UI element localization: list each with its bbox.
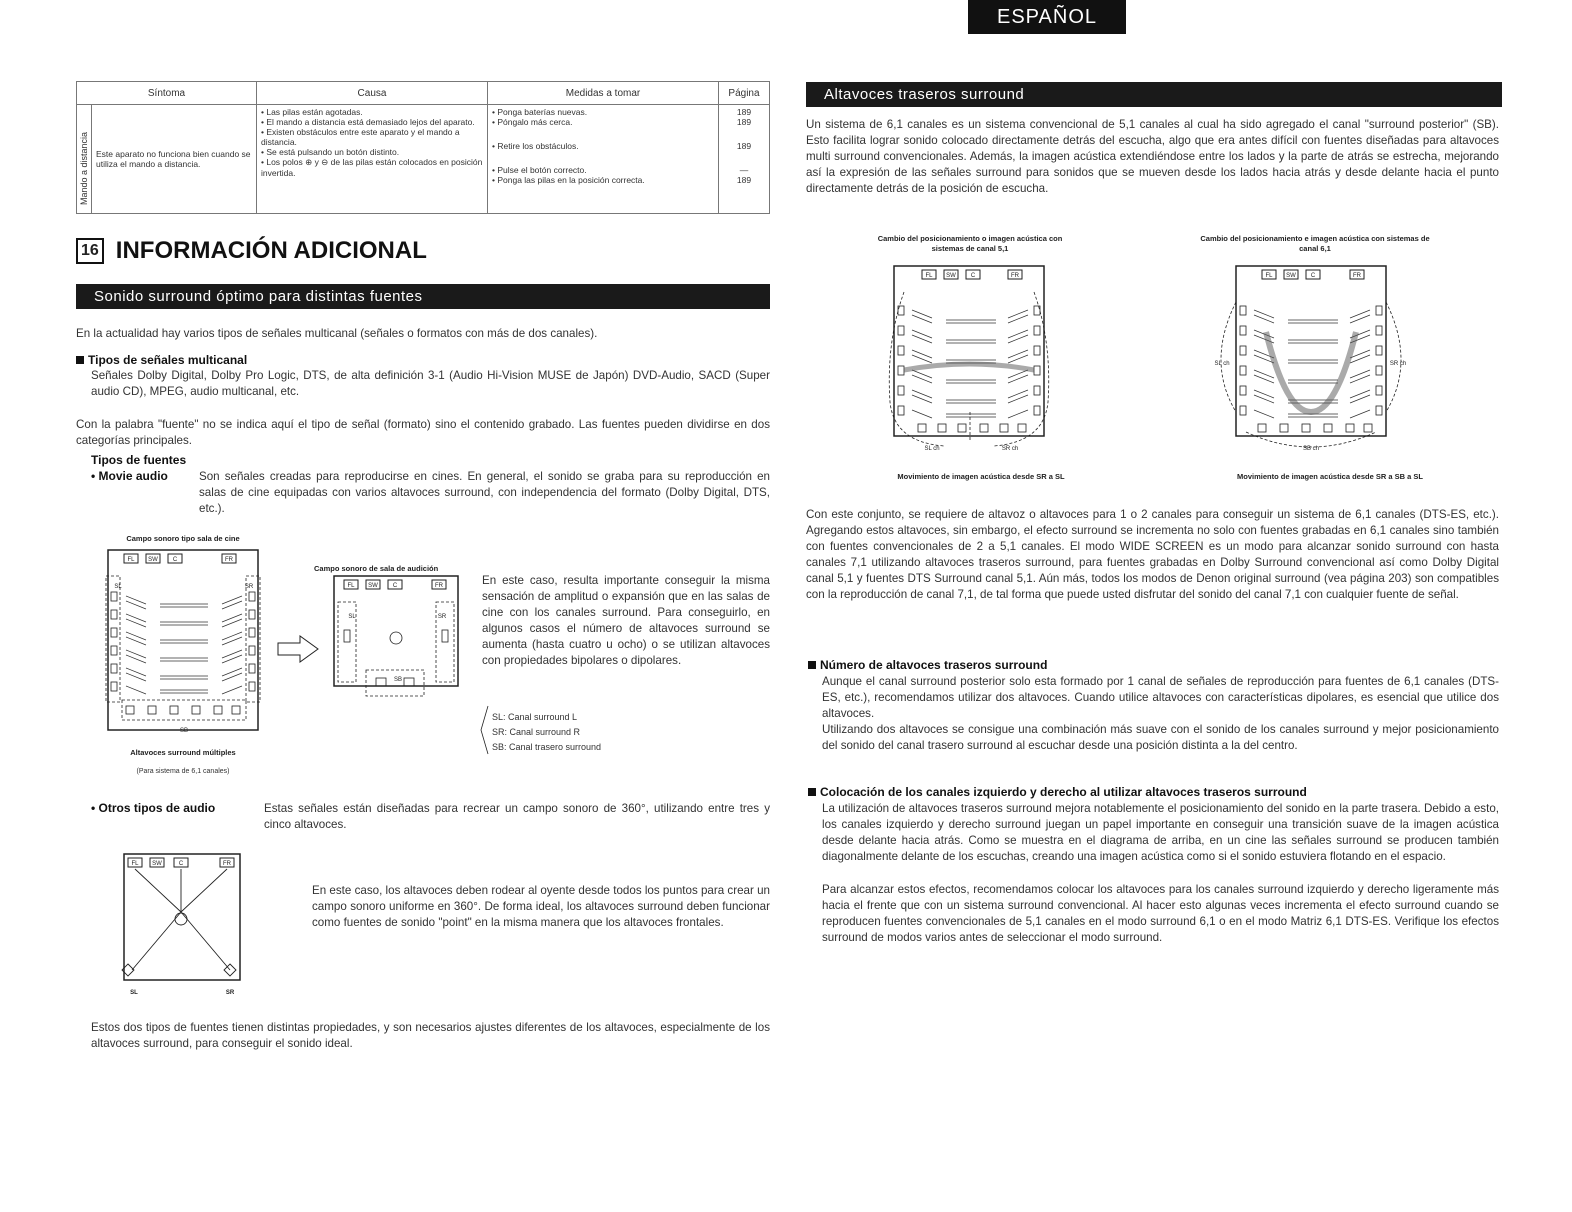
rear-intro: Un sistema de 6,1 canales es un sistema convencional de 5,1 canales al cual ha sido agregado el canal "surround posterior" (SB). Esto facilita lograr sonido colocado directamente detrás del escucha, algo que era antes difícil con fuentes diseñadas para altavoces multi surround convencionales. Además, la imagen acústica extendiéndose entre los lados y la parte de atrás se estrecha, mejorando así la expresión de las señales surround para sonidos que se mueven desde los lados hacia atrás y desde delante hacia el punto directamente detrás de la posición de escucha. xyxy=(806,118,1499,195)
page-2: 189 xyxy=(736,117,752,127)
sb-label: SB xyxy=(179,728,189,734)
sources-heading: Tipos de fuentes xyxy=(91,453,187,467)
360-diagram xyxy=(116,852,248,998)
c-label-2: C xyxy=(392,583,398,589)
page-4: — xyxy=(739,165,749,175)
fuente-text: Con la palabra "fuente" no se indica aquí el tipo de señal (formato) sino el contenido grabado. Las fuentes pueden dividirse en dos categorías principales. xyxy=(76,418,770,447)
action-2: • Póngalo más cerca. xyxy=(492,117,573,127)
types-heading xyxy=(76,353,247,367)
page-3: 189 xyxy=(736,141,752,151)
cause-4: • Se está pulsando un botón distinto. xyxy=(261,147,400,157)
other-label: • Otros tipos de audio xyxy=(91,801,216,815)
header-page: Página xyxy=(719,82,770,105)
trouble-table xyxy=(76,81,770,214)
listening-text: En este caso, resulta importante conseguir la misma sensación de amplitud o expansión que en las salas de cine con los canales surround. Para conseguirlo, en algunos casos el número de altavoces surround se aumenta (hasta cuatro u ocho) o se utilizan altavoces con propiedades bipolares o dipolares. xyxy=(482,574,770,667)
col-p1: La utilización de altavoces traseros surround mejora notablemente el posicionamiento del sonido en la parte trasera. Debido a esto, los canales izquierdo y derecho surround juegan un papel importante en conseguir una transición suave de la imagen acústica desde delante hacia atrás. Como se muestra en el diagrama de arriba, en un cine las señales surround se producen también diagonalmente delante de los escuchas, creando una imagen acústica como si el sonido estuviera flotando en el espacio. xyxy=(822,802,1499,863)
fig-right-title: Cambio del posicionamiento e imagen acústica con sistemas de canal 6,1 xyxy=(1200,234,1430,253)
movie-text: Son señales creadas para reproducirse en cines. En general, el sonido se graba para su reproducción en salas de cine equipadas con varios altavoces surround, con independencia del formato (Dolby Digital, DTS, etc.). xyxy=(199,470,770,515)
sl-ch-label: SL ch xyxy=(924,446,940,452)
rear-p2: Con este conjunto, se requiere de altavoz o altavoces para 1 o 2 canales para conseguir un sistema de 6,1 canales (DTS-ES, etc.). Agregando estos altavoces, sin embargo, el efecto surround se incrementa no solo con fuentes grabadas en 6,1 canales sino también con fuentes convencionales de 2 a 5,1 canales. El modo WIDE SCREEN es un modo para alcanzar sonido surround con hasta canales 7,1 utilizando altavoces traseros surround, para fuentes grabadas en Dolby Surround convencional así como Dolby Digital canal 5,1 y fuentes DTS Surround canal 5,1. Aún más, todos los modos de Denon original surround (vea página 203) son compatibles con la reproducción de canal 7,1, de tal forma que puede usted disfrutar del sonido del canal 7,1 con cualquier fuente de señal. xyxy=(806,508,1499,601)
legend-bracket xyxy=(478,704,490,756)
movie-label: • Movie audio xyxy=(91,469,168,483)
cause-3: • Existen obstáculos entre este aparato y el mando a distancia. xyxy=(261,127,460,147)
c-label: C xyxy=(172,557,178,563)
sr-ch-label-2: SR ch xyxy=(1389,361,1406,367)
fig-left-title: Cambio del posicionamiento o imagen acústica con sistemas de canal 5,1 xyxy=(877,234,1063,253)
cinema-diagram xyxy=(104,546,264,746)
bullet-square xyxy=(76,356,84,364)
fr-label-3: FR xyxy=(223,861,231,867)
cause-1: • Las pilas están agotadas. xyxy=(261,107,363,117)
action-4: • Pulse el botón correcto. xyxy=(492,165,587,175)
sb-ch-label: SB ch xyxy=(1302,446,1320,452)
col-heading-text: Colocación de los canales izquierdo y derecho al utilizar altavoces traseros surround xyxy=(820,785,1307,799)
bullet-square-3 xyxy=(808,788,816,796)
col-heading xyxy=(808,785,1307,799)
header-symptom: Síntoma xyxy=(77,82,257,105)
cause-2: • El mando a distancia está demasiado lejos del aparato. xyxy=(261,117,475,127)
section-title: INFORMACIÓN ADICIONAL xyxy=(115,237,427,264)
action-1: • Ponga baterías nuevas. xyxy=(492,107,588,117)
fr-label-2: FR xyxy=(435,583,443,589)
page-1: 189 xyxy=(736,107,752,117)
group-label: Mando a distancia xyxy=(79,131,89,205)
diagram-6-1 xyxy=(1206,262,1406,462)
sl-ch-label-2: SL ch xyxy=(1214,361,1230,367)
header-cause: Causa xyxy=(257,82,488,105)
section-heading xyxy=(76,237,427,265)
page-5: 189 xyxy=(736,175,752,185)
section-number: 16 xyxy=(76,238,104,264)
header-action: Medidas a tomar xyxy=(488,82,719,105)
sw-label-3: SW xyxy=(152,861,162,867)
num-heading-text: Número de altavoces traseros surround xyxy=(820,658,1048,672)
cinema-sub1: Altavoces surround múltiples xyxy=(130,748,236,757)
arrow-right-icon xyxy=(276,634,320,664)
cinema-sub2: (Para sistema de 6,1 canales) xyxy=(136,768,230,775)
listening-diagram xyxy=(330,574,462,704)
sl-label: SL xyxy=(114,584,122,590)
fr-label-5: FR xyxy=(1353,273,1361,279)
fl-label-3: FL xyxy=(131,861,139,867)
types-heading-text: Tipos de señales multicanal xyxy=(88,353,248,367)
c-label-4: C xyxy=(970,273,976,279)
page-cell xyxy=(719,105,770,214)
intro-text: En la actualidad hay varios tipos de señales multicanal (señales o formatos con más de dos canales). xyxy=(76,327,598,340)
fl-label-4: FL xyxy=(925,273,933,279)
fr-label-4: FR xyxy=(1011,273,1019,279)
cause-cell xyxy=(257,105,488,214)
fl-label-2: FL xyxy=(347,583,355,589)
legend-sr: SR: Canal surround R xyxy=(492,727,581,737)
section-bar-left: Sonido surround óptimo para distintas fuentes xyxy=(76,284,770,309)
sr-ch-label: SR ch xyxy=(1001,446,1019,452)
action-cell xyxy=(488,105,719,214)
fig-right-caption: Movimiento de imagen acústica desde SR a SB a SL xyxy=(1237,472,1423,481)
sr-label: SR xyxy=(244,584,254,590)
closing-text: Estos dos tipos de fuentes tienen distintas propiedades, y son necesarios ajustes diferentes de los altavoces, especialmente de los altavoces surround, para conseguir el sonido ideal. xyxy=(91,1021,770,1050)
num-p1: Aunque el canal surround posterior solo esta formado por 1 canal de señales de reproducción para fuentes de 6,1 canales (DTS-ES, etc.), recomendamos utilizar dos altavoces. Cuando utilice altavoces con características dipolares, es esencial que utilice dos altavoces. xyxy=(822,675,1499,720)
col-p2: Para alcanzar estos efectos, recomendamos colocar los altavoces para los canales surround izquierdo y derecho ligeramente más hacia el frente que con un sistema surround convencional. Al hacer esto algunas veces incrementa el efecto surround cuando se reproducen fuentes convencionales de 5,1 canales en el modo surround 6,1 o en el modo Matriz 6,1 DTS-ES. Verifique los efectos surround de modos varios antes de seleccionar el modo surround. xyxy=(822,883,1499,944)
types-text: Señales Dolby Digital, Dolby Pro Logic, DTS, de alta definición 3-1 (Audio Hi-Vision MUSE de Japón) DVD-Audio, SACD (Super audio CD), MPEG, audio multicanal, etc. xyxy=(91,369,770,398)
c-label-5: C xyxy=(1310,273,1316,279)
legend xyxy=(492,710,601,755)
fl-label-5: FL xyxy=(1265,273,1273,279)
fig-left-caption: Movimiento de imagen acústica desde SR a SL xyxy=(897,472,1065,481)
section-bar-right: Altavoces traseros surround xyxy=(806,82,1502,107)
sb-label-2: SB xyxy=(393,677,403,683)
language-tab: ESPAÑOL xyxy=(968,0,1126,34)
num-p2: Utilizando dos altavoces se consigue una combinación más suave con el sonido de los canales surround y mejor posicionamiento del sonido del canal trasero surround al escuchar desde una posición distinta a la del centro. xyxy=(822,723,1499,752)
legend-sb: SB: Canal trasero surround xyxy=(492,742,602,752)
sw-label-2: SW xyxy=(368,583,378,589)
sw-label-5: SW xyxy=(1286,273,1296,279)
sw-label: SW xyxy=(148,557,158,563)
action-5: • Ponga las pilas en la posición correcta. xyxy=(492,175,645,185)
sr-label-3: SR xyxy=(225,990,235,996)
cause-5: • Los polos ⊕ y ⊖ de las pilas están colocados en posición invertida. xyxy=(261,157,483,178)
sr-label-2: SR xyxy=(437,614,447,620)
legend-sl: SL: Canal surround L xyxy=(492,712,578,722)
fl-label: FL xyxy=(127,557,135,563)
fr-label: FR xyxy=(225,557,233,563)
sw-label-4: SW xyxy=(946,273,956,279)
listening-caption: Campo sonoro de sala de audición xyxy=(314,564,439,573)
sl-label-3: SL xyxy=(130,990,138,996)
diagram-5-1 xyxy=(884,262,1054,458)
360-text: En este caso, los altavoces deben rodear al oyente desde todos los puntos para crear un campo sonoro uniforme en 360°. De forma ideal, los altavoces surround deben funcionar como fuentes de sonido "point" en la misma manera que los altavoces frontales. xyxy=(312,884,770,929)
c-label-3: C xyxy=(178,861,184,867)
group-cell xyxy=(77,105,92,214)
num-heading xyxy=(808,658,1047,672)
cinema-caption: Campo sonoro tipo sala de cine xyxy=(126,534,240,543)
symptom-cell: Este aparato no funciona bien cuando se utiliza el mando a distancia. xyxy=(92,105,257,214)
bullet-square-2 xyxy=(808,661,816,669)
action-3: • Retire los obstáculos. xyxy=(492,141,579,151)
sl-label-2: SL xyxy=(348,614,356,620)
other-text: Estas señales están diseñadas para recrear un campo sonoro de 360°, utilizando entre tres y cinco altavoces. xyxy=(264,802,770,831)
